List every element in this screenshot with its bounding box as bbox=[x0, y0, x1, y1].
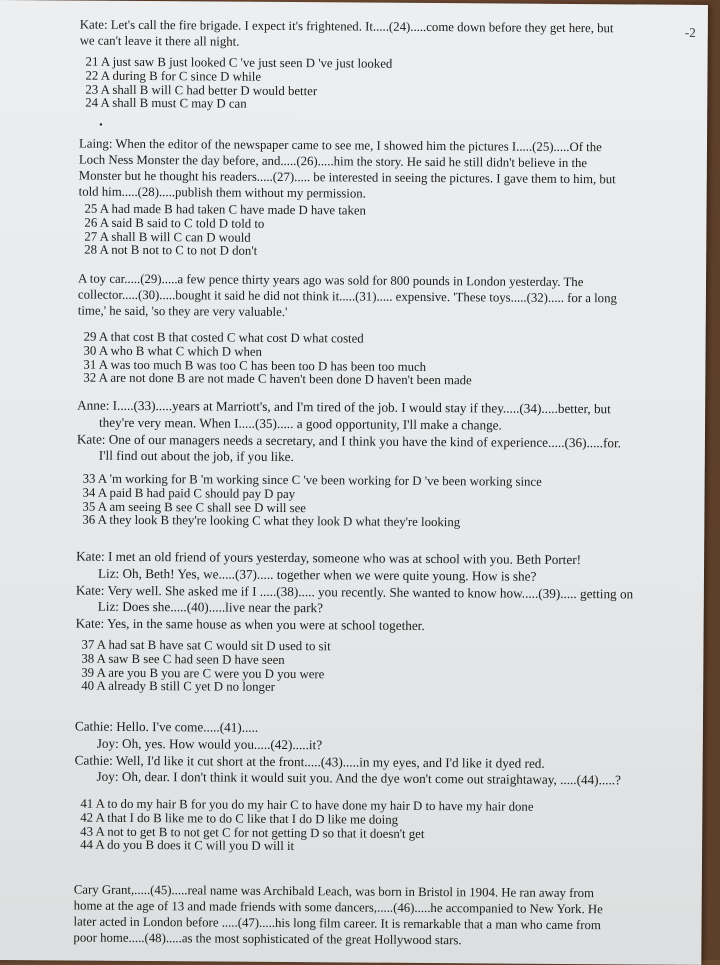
option-line: 39 A are you B you are C were you D you were bbox=[81, 665, 325, 681]
text-line: Loch Ness Monster the day before, and.....(26).....him the story. He said he still didn't believe in the bbox=[78, 152, 588, 171]
text-line: Monster but he thought his readers.....(27)..... be interested in seeing the pictures. I gave them to him, but bbox=[78, 168, 616, 187]
option-line: 28 A not B not to C to not D don't bbox=[84, 242, 258, 259]
answer-options-s4o bbox=[82, 473, 697, 532]
option-line: 40 A already B still C yet D no longer bbox=[81, 678, 275, 695]
text-line: later acted in London before .....(47).....his long film career. It is remarkable that a man who came from bbox=[73, 914, 601, 933]
text-line: time,' he said, 'so they are very valuable.' bbox=[77, 303, 288, 320]
text-line: Kate: Let's call the fire brigade. I expect it's frightened. It.....(24).....come down before they get here, but bbox=[79, 17, 614, 36]
page-number: -2 bbox=[684, 24, 696, 40]
text-line: Laing: When the editor of the newspaper came to see me, I showed him the pictures I.....(25).....Of the bbox=[78, 136, 602, 155]
passage-s3 bbox=[78, 271, 693, 323]
answer-options-s2o bbox=[84, 203, 699, 262]
option-line: 23 A shall B will C had better D would better bbox=[85, 82, 318, 98]
text-line: Kate: One of our managers needs a secretary, and I think you have the kind of experience.....(36).....for. bbox=[76, 431, 622, 450]
stray-mark: • bbox=[99, 119, 103, 131]
answer-options-s1o bbox=[85, 56, 700, 115]
text-line: home at the age of 13 and made friends with some dancers,.....(46).....he accompanied to New York. He bbox=[73, 898, 603, 917]
text-line: poor home.....(48).....as the most sophisticated of the great Hollywood stars. bbox=[73, 930, 462, 948]
option-line: 37 A had sat B have sat C would sit D used to sit bbox=[81, 637, 331, 654]
option-line: 35 A am seeing B see C shall see D will see bbox=[82, 499, 307, 515]
text-line: Cary Grant,.....(45).....real name was Archibald Leach, was born in Bristol in 1904. He ran away from bbox=[73, 882, 595, 901]
text-line: Liz: Does she.....(40).....live near the park? bbox=[97, 599, 324, 616]
option-line: 34 A paid B had paid C should pay D pay bbox=[82, 485, 296, 501]
text-line: Cathie: Hello. I've come.....(41)..... bbox=[74, 718, 259, 735]
text-line: collector.....(30).....bought it said he did not think it.....(31)..... expensive. 'These toys.....(32)..... for a long bbox=[77, 287, 617, 306]
passage-s1 bbox=[80, 17, 695, 53]
text-line: Kate: I met an old friend of yours yesterday, someone who was at school with you. Beth Porter! bbox=[76, 548, 582, 568]
text-line: A toy car.....(29).....a few pence thirty years ago was sold for 800 pounds in London yesterday. The bbox=[78, 271, 584, 290]
text-line: told him.....(28).....publish them without my permission. bbox=[78, 184, 366, 201]
option-line: 29 A that cost B that costed C what cost D what costed bbox=[83, 329, 364, 346]
text-line: Kate: Very well. She asked me if I .....(38)..... you recently. She wanted to know how.....(39)..... getting on bbox=[75, 582, 634, 602]
passage-s2 bbox=[79, 136, 694, 204]
text-line: Joy: Oh, yes. How would you.....(42).....it? bbox=[96, 735, 323, 753]
option-line: 44 A do you B does it C will you D will it bbox=[80, 837, 295, 854]
text-line: I'll find out about the job, if you like. bbox=[98, 448, 294, 465]
option-line: 41 A to do my hair B for you do my hair C to have done my hair D to have my hair done bbox=[80, 796, 534, 814]
passage-s7 bbox=[73, 882, 688, 950]
option-line: 30 A who B what C which D when bbox=[83, 343, 263, 359]
text-line: we can't leave it there all night. bbox=[79, 33, 240, 49]
text-line: Joy: Oh, dear. I don't think it would suit you. And the dye won't come out straightaway, .....(44).....? bbox=[96, 769, 621, 788]
passage-s4 bbox=[77, 398, 692, 469]
option-line: 24 A shall B must C may D can bbox=[85, 95, 247, 112]
option-line: 27 A shall B will C can D would bbox=[84, 229, 251, 245]
option-line: 31 A was too much B was too C has been too D has been too much bbox=[83, 357, 427, 374]
option-line: 33 A 'm working for B 'm working since C 've been working for D 've been working since bbox=[82, 471, 542, 489]
option-line: 25 A had made B had taken C have made D have taken bbox=[84, 201, 367, 218]
option-line: 43 A not to get B to not get C for not getting D so that it doesn't get bbox=[80, 824, 425, 841]
passage-s6 bbox=[75, 719, 690, 790]
passage-s5 bbox=[76, 549, 692, 637]
option-line: 42 A that I do B like me to do C like that I do D like me doing bbox=[80, 810, 399, 827]
option-line: 26 A said B said to C told D told to bbox=[84, 215, 265, 231]
text-line: Kate: Yes, in the same house as when you were at school together. bbox=[75, 615, 425, 634]
text-line: Anne: I.....(33).....years at Marriott's, and I'm tired of the job. I would stay if they.....(34).....better, but bbox=[77, 397, 611, 417]
text-line: Cathie: Well, I'd like it cut short at the front.....(43).....in my eyes, and I'd like it dyed red. bbox=[74, 752, 545, 771]
option-line: 21 A just saw B just looked C 've just seen D 've just looked bbox=[85, 54, 393, 71]
text-line: Liz: Oh, Beth! Yes, we.....(37)..... together when we were quite young. How is she? bbox=[97, 565, 537, 584]
option-line: 32 A are not done B are not made C haven't been done D haven't been made bbox=[83, 370, 472, 388]
option-line: 38 A saw B see C had seen D have seen bbox=[81, 651, 285, 667]
text-line: they're very mean. When I.....(35)..... a good opportunity, I'll make a change. bbox=[99, 414, 502, 433]
answer-options-s6o bbox=[80, 798, 695, 857]
option-line: 22 A during B for C since D while bbox=[85, 68, 262, 84]
option-line: 36 A they look B they're looking C what they look D what they're looking bbox=[82, 512, 461, 530]
answer-options-s5o bbox=[81, 639, 696, 698]
answer-options-s3o bbox=[83, 331, 698, 390]
